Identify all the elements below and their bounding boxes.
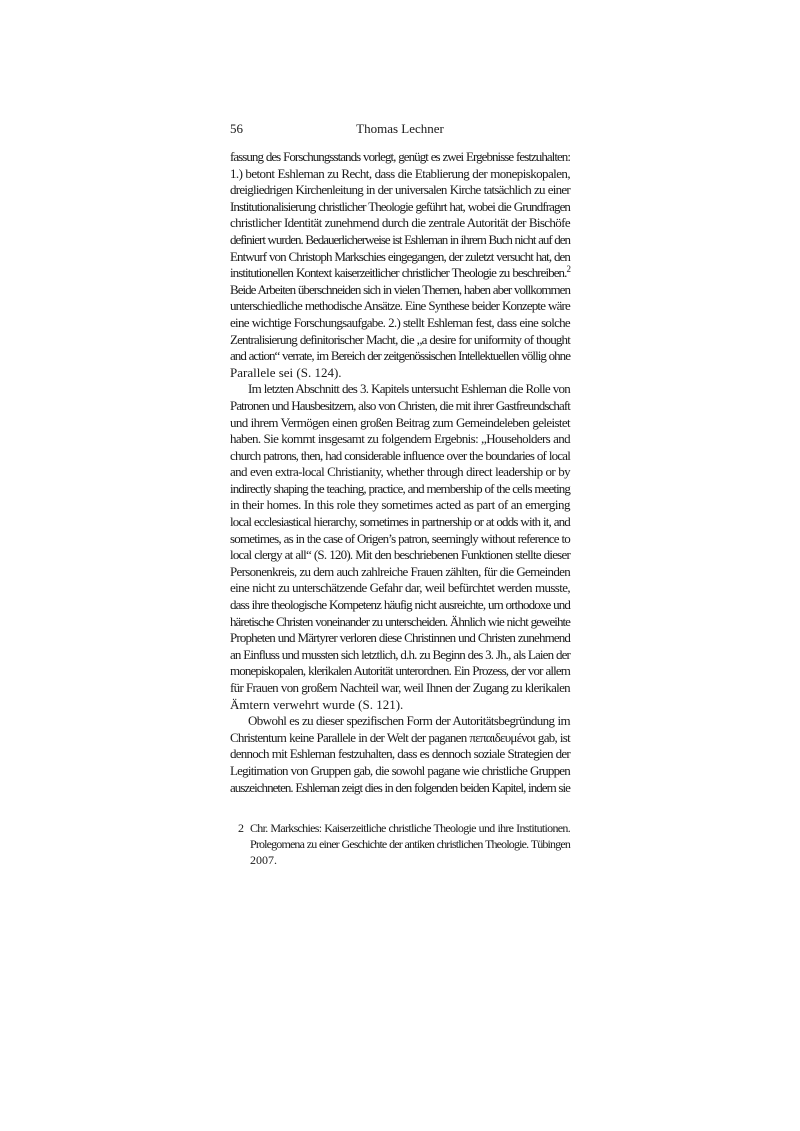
running-head: Thomas Lechner bbox=[356, 121, 444, 136]
text-line: Patronen und Hausbesitzern, also von Christen, die mit ihrer Gastfreundschaft bbox=[230, 397, 570, 413]
paragraph bbox=[230, 713, 570, 796]
text-line: Legitimation von Gruppen gab, die sowohl pagane wie christliche Gruppen bbox=[230, 762, 570, 778]
text-line: sometimes, as in the case of Origen’s patron, seemingly without reference to bbox=[230, 530, 570, 546]
text-line: Ämtern verwehrt wurde (S. 121). bbox=[230, 696, 404, 712]
text-line: christlicher Identität zunehmend durch die zentrale Autorität der Bischöfe bbox=[230, 215, 570, 231]
text-line: church patrons, then, had considerable influence over the boundaries of local bbox=[230, 447, 570, 463]
text-line: in their homes. In this role they sometimes acted as part of an emerging bbox=[230, 497, 570, 513]
footnote bbox=[230, 820, 570, 868]
text-line: institutionellen Kontext kaiserzeitlicher christlicher Theologie zu beschreiben.$^2$ bbox=[230, 264, 570, 281]
page-header bbox=[230, 120, 570, 138]
body-text bbox=[230, 149, 570, 796]
paragraph bbox=[230, 381, 570, 713]
footnote-line: Prolegomena zu einer Geschichte der antiken christlichen Theologie. Tübingen bbox=[250, 837, 570, 851]
text-line: und ihrem Vermögen einen großen Beitrag zum Gemeindeleben geleistet bbox=[230, 414, 570, 430]
footnote-reference[interactable]: 2 bbox=[566, 264, 570, 275]
text-line: and even extra-local Christianity, whether through direct leadership or by bbox=[230, 464, 570, 480]
text-line: local clergy at all“ (S. 120). Mit den beschriebenen Funktionen stellte dieser bbox=[230, 547, 570, 563]
footnote-number: 2 bbox=[238, 821, 244, 835]
text-line: haben. Sie kommt insgesamt zu folgendem Ergebnis: „Householders and bbox=[230, 431, 570, 447]
footnote-text bbox=[250, 820, 570, 868]
text-line: dennoch mit Eshleman festzuhalten, dass es dennoch soziale Strategien der bbox=[230, 746, 570, 762]
text-line: indirectly shaping the teaching, practice, and membership of the cells meeting bbox=[230, 480, 570, 496]
text-line: dass ihre theologische Kompetenz häufig nicht ausreichte, um orthodoxe und bbox=[230, 597, 570, 613]
text-line: local ecclesiastical hierarchy, sometimes in partnership or at odds with it, and bbox=[230, 514, 570, 530]
text-line: eine wichtige Forschungsaufgabe. 2.) stellt Eshleman fest, dass eine solche bbox=[230, 314, 570, 330]
paragraph bbox=[230, 149, 570, 381]
text-line: an Einfluss und mussten sich letztlich, d.h. zu Beginn des 3. Jh., als Laien der bbox=[230, 646, 570, 662]
text-line: Christentum keine Parallele in der Welt der paganen πεπαιδευμένοι gab, ist bbox=[230, 729, 570, 745]
text-line: für Frauen von großem Nachteil war, weil Ihnen der Zugang zu klerikalen bbox=[230, 680, 570, 695]
text-line: unterschiedliche methodische Ansätze. Eine Synthese beider Konzepte wäre bbox=[230, 298, 570, 314]
text-line: Parallele sei (S. 124). bbox=[230, 364, 342, 380]
text-line: monepiskopalen, klerikalen Autorität unterordnen. Ein Prozess, der vor allem bbox=[230, 663, 570, 679]
text-line: Personenkreis, zu dem auch zahlreiche Frauen zählten, für die Gemeinden bbox=[230, 563, 570, 579]
text-line: Institutionalisierung christlicher Theologie geführt hat, wobei die Grundfragen bbox=[230, 198, 570, 214]
text-line: Entwurf von Christoph Markschies eingegangen, der zuletzt versucht hat, den bbox=[230, 248, 570, 264]
text-line: 1.) betont Eshleman zu Recht, dass die Etablierung der monepiskopalen, bbox=[230, 165, 570, 181]
text-line: eine nicht zu unterschätzende Gefahr dar, weil befürchtet werden musste, bbox=[230, 580, 570, 596]
text-line: Beide Arbeiten überschneiden sich in vielen Themen, haben aber vollkommen bbox=[230, 281, 570, 297]
text-line: häretische Christen voneinander zu unterscheiden. Ähnlich wie nicht geweihte bbox=[230, 613, 570, 629]
text-line: definiert wurden. Bedauerlicherweise ist Eshleman in ihrem Buch nicht auf den bbox=[230, 231, 570, 247]
text-line: dreigliedrigen Kirchenleitung in der universalen Kirche tatsächlich zu einer bbox=[230, 182, 570, 198]
text-line: Obwohl es zu dieser spezifischen Form der Autoritätsbegründung im bbox=[248, 713, 570, 729]
page-number: 56 bbox=[230, 121, 243, 136]
footnote-line: Chr. Markschies: Kaiserzeitliche christliche Theologie und ihre Institutionen. bbox=[250, 821, 570, 835]
footnote-line: 2007. bbox=[250, 853, 277, 867]
text-line: auszeichneten. Eshleman zeigt dies in den folgenden beiden Kapitel, indem sie bbox=[230, 779, 570, 795]
text-line: Propheten und Märtyrer verloren diese Christinnen und Christen zunehmend bbox=[230, 630, 570, 646]
text-line: and action“ verrate, im Bereich der zeitgenössischen Intellektuellen völlig ohne bbox=[230, 348, 570, 364]
text-line: Im letzten Abschnitt des 3. Kapitels untersucht Eshleman die Rolle von bbox=[248, 381, 570, 397]
text-line: fassung des Forschungsstands vorlegt, genügt es zwei Ergebnisse festzuhalten: bbox=[230, 149, 570, 164]
text-line: Zentralisierung definitorischer Macht, die „a desire for uniformity of thought bbox=[230, 331, 570, 347]
